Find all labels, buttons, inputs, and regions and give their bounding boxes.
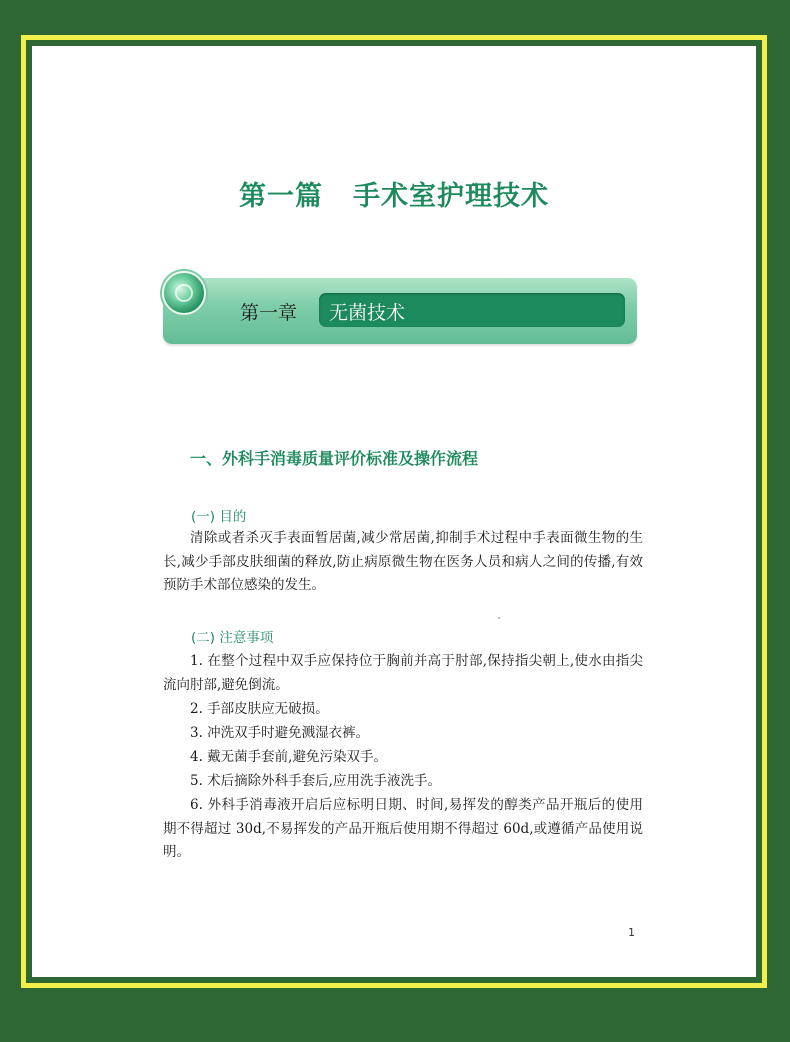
chapter-title-box [319,293,625,327]
subsection-heading-purpose: (一) 目的 [191,509,247,525]
chapter-number: 第一章 [240,302,298,324]
list-item: 2. 手部皮肤应无破损。 [190,701,329,717]
purpose-paragraph: 清除或者杀灭手表面暂居菌,减少常居菌,抑制手术过程中手表面微生物的生长,减少手部皮肤细菌的释放,防止病原微生物在医务人员和病人之间的传播,有效预防手术部位感染的发生。 [163,530,643,593]
chapter-emblem-icon [162,271,206,315]
part-label: 第一篇 [239,181,323,212]
list-item: 1. 在整个过程中双手应保持位于胸前并高于肘部,保持指尖朝上,使水由指尖流向肘部,避免倒流。 [163,653,643,693]
print-speck [498,617,500,619]
chapter-title: 无菌技术 [329,302,406,324]
list-item: 5. 术后摘除外科手套后,应用洗手液洗手。 [190,773,441,789]
part-name: 手术室护理技术 [353,181,549,212]
page-number: 1 [628,926,635,939]
list-item: 3. 冲洗双手时避免溅湿衣裤。 [190,725,370,741]
part-title [32,174,756,213]
page-frame [21,35,767,988]
subsection-heading-notes: (二) 注意事项 [191,630,274,646]
book-page [32,46,756,977]
list-item: 6. 外科手消毒液开启后应标明日期、时间,易挥发的醇类产品开瓶后的使用期不得超过 30d,不易挥发的产品开瓶后使用期不得超过 60d,或遵循产品使用说明。 [163,797,643,860]
list-item: 4. 戴无菌手套前,避免污染双手。 [190,749,387,765]
section-heading: 一、外科手消毒质量评价标准及操作流程 [190,449,479,468]
